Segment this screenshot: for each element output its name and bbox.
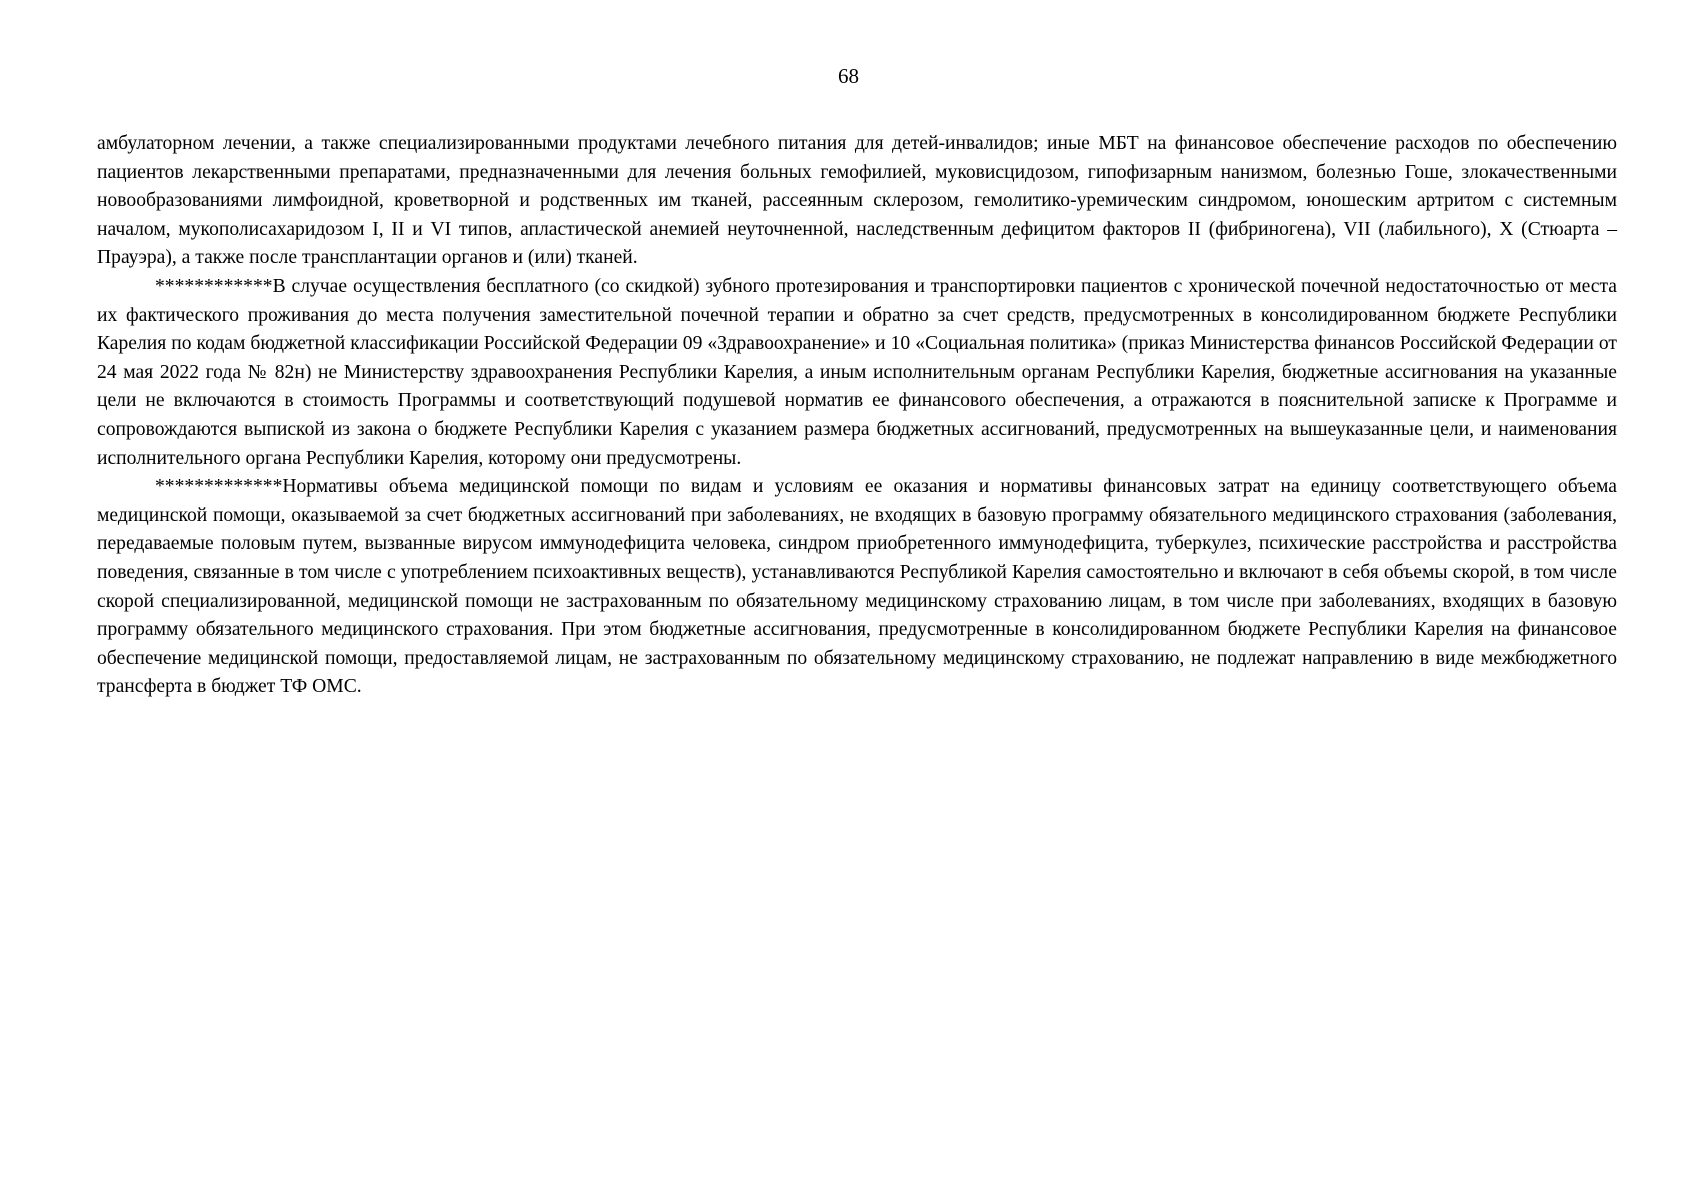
paragraph-footnote-13: *************Нормативы объема медицинской помощи по видам и условиям ее оказания и нормативы финансовых затрат на единицу соответствующего объема медицинской помощи, оказываемой за счет бюджетных ассигнований при заболеваниях, не входящих в базовую программу обязательного медицинского страхования (заболевания, передаваемые половым путем, вызванные вирусом иммунодефицита человека, синдром приобретенного иммунодефицита, туберкулез, психические расстройства и расстройства поведения, связанные в том числе с употреблением психоактивных веществ), устанавливаются Республикой Карелия самостоятельно и включают в себя объемы скорой, в том числе скорой специализированной, медицинской помощи не застрахованным по обязательному медицинскому страхованию лицам, в том числе при заболеваниях, входящих в базовую программу обязательного медицинского страхования. При этом бюджетные ассигнования, предусмотренные в консолидированном бюджете Республики Карелия на финансовое обеспечение медицинской помощи, предоставляемой лицам, не застрахованным по обязательному медицинскому страхованию, не подлежат направлению в виде межбюджетного трансферта в бюджет ТФ ОМС. xyxy=(97,476,1617,698)
paragraph-footnote-12: ************В случае осуществления бесплатного (со скидкой) зубного протезирования и транспортировки пациентов с хронической почечной недостаточностью от места их фактического проживания до места получения заместительной почечной терапии и обратно за счет средств, предусмотренных в консолидированном бюджете Республики Карелия по кодам бюджетной классификации Российской Федерации 09 «Здравоохранение» и 10 «Социальная политика» (приказ Министерства финансов Российской Федерации от 24 мая 2022 года № 82н) не Министерству здравоохранения Республики Карелия, а иным исполнительным органам Республики Карелия, бюджетные ассигнования на указанные цели не включаются в стоимость Программы и соответствующий подушевой норматив ее финансового обеспечения, а отражаются в пояснительной записке к Программе и сопровождаются выпиской из закона о бюджете Республики Карелия с указанием размера бюджетных ассигнований, предусмотренных на вышеуказанные цели, и наименования исполнительного органа Республики Карелия, которому они предусмотрены. xyxy=(97,275,1617,469)
document-body xyxy=(97,130,1617,702)
paragraph-continuation: амбулаторном лечении, а также специализированными продуктами лечебного питания для детей-инвалидов; иные МБТ на финансовое обеспечение расходов по обеспечению пациентов лекарственными препаратами, предназначенными для лечения больных гемофилией, муковисцидозом, гипофизарным нанизмом, болезнью Гоше, злокачественными новообразованиями лимфоидной, кроветворной и родственных им тканей, рассеянным склерозом, гемолитико-уремическим синдромом, юношеским артритом с системным началом, мукополисахаридозом I, II и VI типов, апластической анемией неуточненной, наследственным дефицитом факторов II (фибриногена), VII (лабильного), X (Стюарта – Прауэра), а также после трансплантации органов и (или) тканей. xyxy=(97,133,1617,269)
page-number: 68 xyxy=(838,64,859,88)
